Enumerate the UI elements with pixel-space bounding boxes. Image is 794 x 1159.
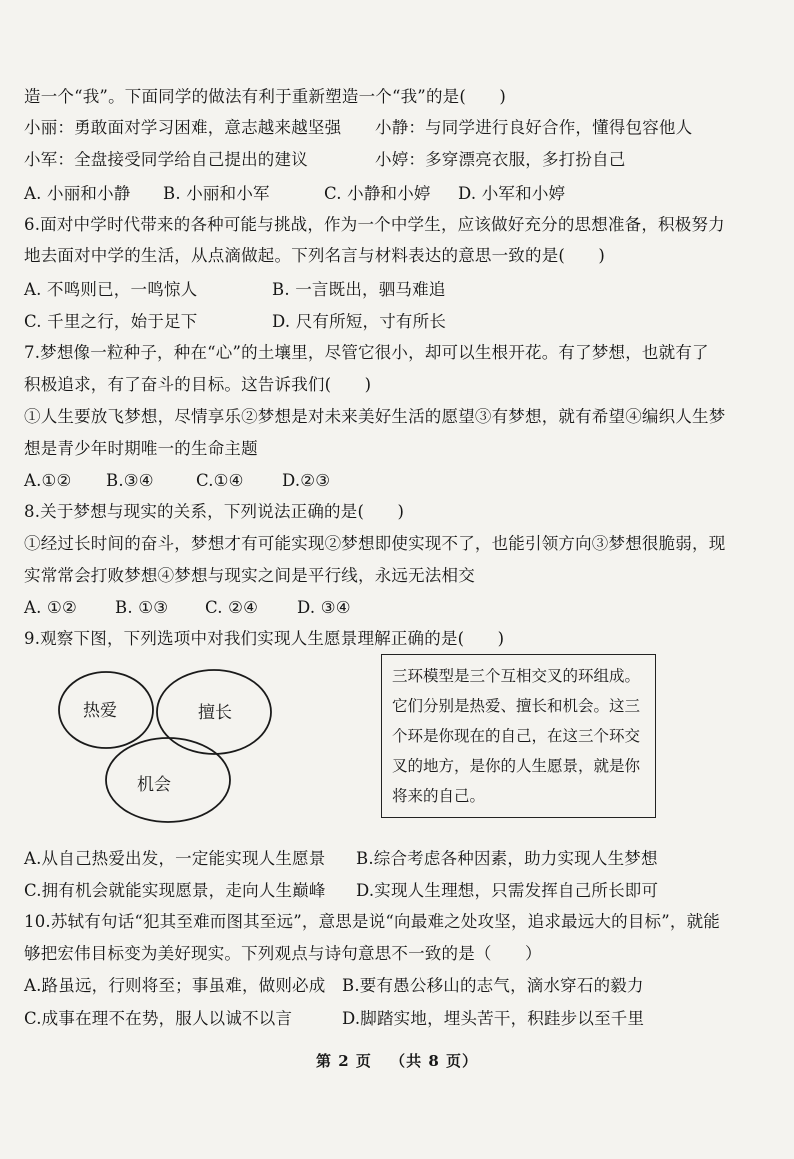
q7-choice-c: C.①④ (196, 471, 244, 490)
q6-choice-c: C. 千里之行，始于足下 (24, 312, 198, 331)
box-line-1: 三环模型是三个互相交叉的环组成。 (392, 667, 641, 685)
q8-choice-d: D. ③④ (297, 598, 351, 617)
q10-stem-line1: 10.苏轼有句话“犯其至难而图其至远”，意思是说“向最难之处攻坚，追求最远大的目标”，就能 (24, 912, 720, 931)
q8-choice-a: A. ①② (24, 598, 77, 617)
q9-choice-a: A.从自己热爱出发，一定能实现人生愿景 (24, 849, 326, 868)
q9-choice-c: C.拥有机会就能实现愿景，走向人生巅峰 (24, 881, 326, 900)
box-line-4: 叉的地方，是你的人生愿景，就是你 (392, 757, 641, 775)
q8-choice-c: C. ②④ (205, 598, 259, 617)
q7-statements-line1: ①人生要放飞梦想，尽情享乐②梦想是对未来美好生活的愿望③有梦想，就有希望④编织人生梦 (24, 407, 726, 426)
page-total: （共 8 页） (390, 1052, 478, 1070)
q7-statements-line2: 想是青少年时期唯一的生命主题 (24, 439, 258, 458)
q8-choice-b: B. ①③ (115, 598, 169, 617)
q5-option-xiaoting: 小婷：多穿漂亮衣服，多打扮自己 (375, 150, 626, 169)
q10-choice-a: A.路虽远，行则将至；事虽难，做则必成 (24, 976, 326, 995)
ring-label-strength: 擅长 (198, 703, 232, 723)
q7-choice-d: D.②③ (282, 471, 331, 490)
q6-stem-line1: 6.面对中学时代带来的各种可能与挑战，作为一个中学生，应该做好充分的思想准备，积极努力 (24, 215, 725, 234)
q10-choice-d: D.脚踏实地，埋头苦干，积跬步以至千里 (342, 1009, 645, 1028)
three-ring-explanation-box (381, 654, 656, 818)
q9-choice-d: D.实现人生理想，只需发挥自己所长即可 (356, 881, 659, 900)
q6-choice-b: B. 一言既出，驷马难追 (272, 280, 446, 299)
q10-choice-b: B.要有愚公移山的志气，滴水穿石的毅力 (342, 976, 644, 995)
q10-stem-line2: 够把宏伟目标变为美好现实。下列观点与诗句意思不一致的是（ ） (24, 944, 542, 963)
box-line-3: 个环是你现在的自己，在这三个环交 (392, 727, 641, 745)
q7-stem-line2: 积极追求，有了奋斗的目标。这告诉我们( ) (24, 375, 372, 394)
q5-choice-b: B. 小丽和小军 (163, 184, 270, 203)
q5-option-xiaojing: 小静：与同学进行良好合作，懂得包容他人 (375, 118, 693, 137)
q8-stem: 8.关于梦想与现实的关系，下列说法正确的是( ) (24, 502, 405, 521)
three-ring-diagram (55, 668, 280, 828)
q5-choice-c: C. 小静和小婷 (324, 184, 431, 203)
q7-choice-b: B.③④ (106, 471, 154, 490)
q5-choice-d: D. 小军和小婷 (458, 184, 566, 203)
page-footer (0, 1050, 794, 1071)
q7-choice-a: A.①② (24, 471, 72, 490)
ring-label-opportunity: 机会 (137, 775, 171, 795)
q5-stem-end: 造一个“我”。下面同学的做法有利于重新塑造一个“我”的是( ) (24, 87, 507, 106)
q6-stem-line2: 地去面对中学的生活，从点滴做起。下列名言与材料表达的意思一致的是( ) (24, 246, 606, 265)
q5-choice-a: A. 小丽和小静 (24, 184, 131, 203)
page-number: 第 2 页 (315, 1052, 372, 1070)
q7-stem-line1: 7.梦想像一粒种子，种在“心”的土壤里，尽管它很小，却可以生根开花。有了梦想，也就有了 (24, 343, 709, 362)
q9-stem: 9.观察下图，下列选项中对我们实现人生愿景理解正确的是( ) (24, 629, 505, 648)
q8-statements-line2: 实常常会打败梦想④梦想与现实之间是平行线，永远无法相交 (24, 566, 475, 585)
three-ring-svg (55, 668, 280, 828)
q9-choice-b: B.综合考虑各种因素，助力实现人生梦想 (356, 849, 658, 868)
q6-choice-d: D. 尺有所短，寸有所长 (272, 312, 447, 331)
box-line-2: 它们分别是热爱、擅长和机会。这三 (392, 697, 641, 715)
q10-choice-c: C.成事在理不在势，服人以诚不以言 (24, 1009, 293, 1028)
ring-label-passion: 热爱 (83, 701, 117, 721)
box-line-5: 将来的自己。 (392, 787, 486, 805)
q6-choice-a: A. 不鸣则已，一鸣惊人 (24, 280, 198, 299)
q8-statements-line1: ①经过长时间的奋斗，梦想才有可能实现②梦想即使实现不了，也能引领方向③梦想很脆弱，现 (24, 534, 726, 553)
q5-option-xiaoli: 小丽：勇敢面对学习困难，意志越来越坚强 (24, 118, 342, 137)
q5-option-xiaojun: 小军：全盘接受同学给自己提出的建议 (24, 150, 308, 169)
